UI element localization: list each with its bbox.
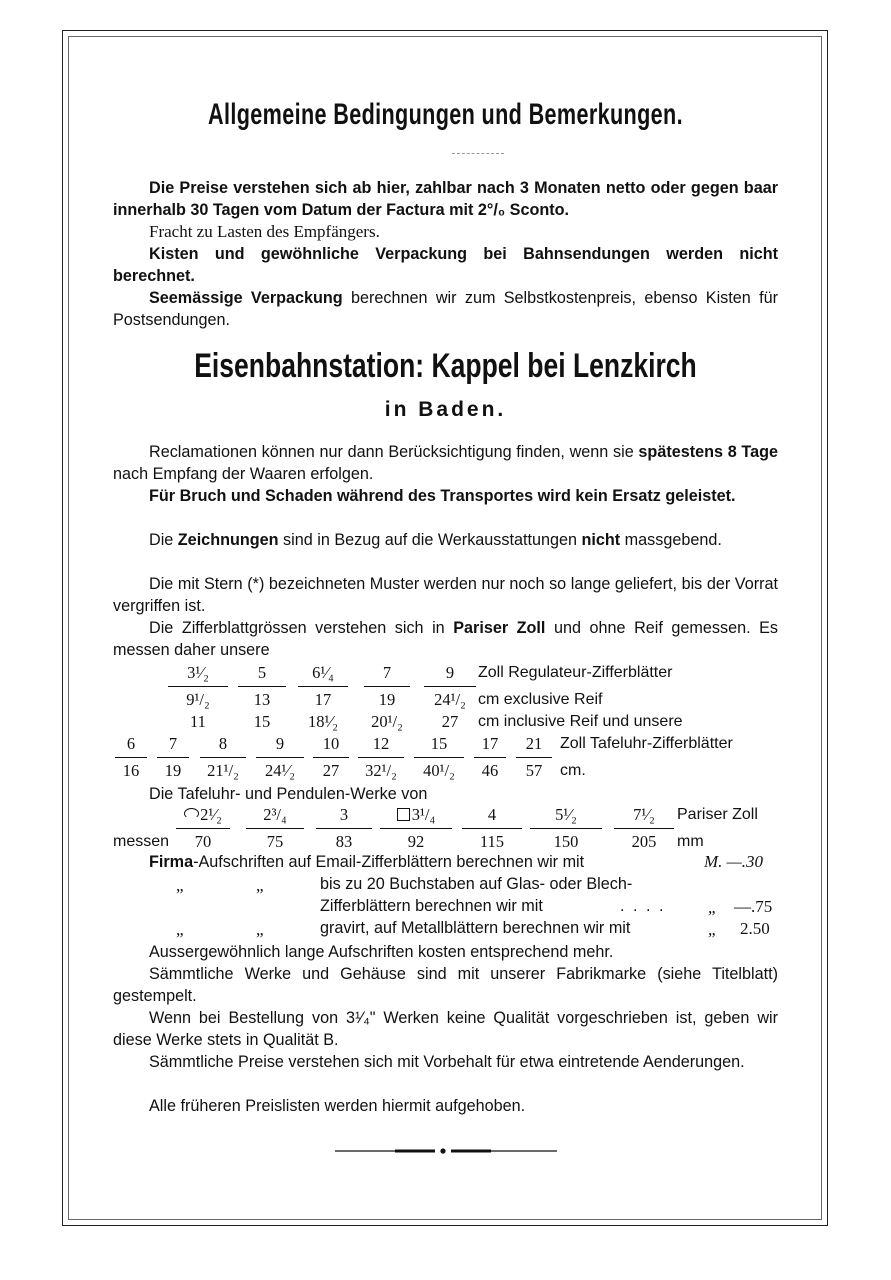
tafeluhr-zoll-cell: 15 bbox=[430, 734, 448, 753]
round-movement-icon bbox=[184, 808, 199, 819]
end-ornament bbox=[335, 1148, 557, 1154]
werke-zoll-cell: 3¹/₄ bbox=[380, 805, 452, 825]
regulateur-incl-cell: 11 bbox=[190, 712, 206, 731]
werke-zoll-cell: 2³/₄ bbox=[263, 805, 287, 824]
tafeluhr-cm-cell: 57 bbox=[525, 761, 543, 780]
tafeluhr-zoll-cell: 17 bbox=[481, 734, 499, 753]
werke-mm-cell: 83 bbox=[335, 832, 353, 851]
regulateur-zoll-cell: 3¹⁄₂ bbox=[187, 663, 209, 682]
regulateur-incl-label: cm inclusive Reif und unsere bbox=[478, 713, 683, 730]
regulateur-incl-cell: 20¹/₂ bbox=[371, 712, 403, 731]
table-rule bbox=[364, 686, 410, 687]
note-star-models: Die mit Stern (*) bezeichneten Muster werden nur noch so lange geliefert, bis der Vorrat vergriffen ist. bbox=[113, 575, 778, 615]
regulateur-zoll-cell: 6¹⁄₄ bbox=[312, 663, 334, 682]
tafeluhr-cm-cell: 16 bbox=[122, 761, 140, 780]
firma-line-2: bis zu 20 Buchstaben auf Glas- oder Blech- bbox=[320, 875, 633, 893]
note-dial-sizes: Die Zifferblattgrössen verstehen sich in Pariser Zoll und ohne Reif gemessen. Es messen daher unsere bbox=[113, 619, 778, 659]
final-note-trademark: Sämmtliche Werke und Gehäuse sind mit unserer Fabrikmarke (siehe Titelblatt) gestempelt. bbox=[113, 965, 778, 1005]
table-rule bbox=[358, 757, 404, 758]
condition-packaging: Kisten und gewöhnliche Verpackung bei Bahnsendungen werden nicht berechnet. bbox=[113, 245, 778, 285]
tafeluhr-zoll-cell: 8 bbox=[218, 734, 228, 753]
table-rule bbox=[474, 757, 506, 758]
firma-line-4: gravirt, auf Metallblättern berechnen wir mit bbox=[320, 919, 631, 937]
werke-zoll-label: Pariser Zoll bbox=[677, 806, 758, 823]
station-subtitle: in Baden. bbox=[384, 398, 507, 421]
firma-price-glas: —.75 bbox=[734, 897, 773, 916]
regulateur-incl-cell: 15 bbox=[253, 712, 271, 731]
tafeluhr-cm-cell: 27 bbox=[322, 761, 340, 780]
table-rule bbox=[246, 828, 304, 829]
note-reclamations: Reclamationen können nur dann Berücksichtigung finden, wenn sie spätestens 8 Tage nach Empfang der Waaren erfolgen. bbox=[113, 443, 778, 483]
tafeluhr-cm-cell: 32¹/₂ bbox=[365, 761, 397, 780]
werke-zoll-cell: 4 bbox=[487, 805, 497, 824]
regulateur-excl-cell: 9¹/₂ bbox=[186, 690, 210, 709]
werke-zoll-cell: 3 bbox=[339, 805, 349, 824]
tafeluhr-zoll-cell: 10 bbox=[322, 734, 340, 753]
tafeluhr-zoll-cell: 7 bbox=[168, 734, 178, 753]
condition-freight: Fracht zu Lasten des Empfängers. bbox=[149, 222, 380, 241]
table-rule bbox=[614, 828, 674, 829]
tafeluhr-cm-cell: 19 bbox=[164, 761, 182, 780]
ditto-mark: „ bbox=[256, 920, 264, 939]
firma-line-3: Zifferblättern berechnen wir mit bbox=[320, 897, 543, 915]
regulateur-zoll-cell: 5 bbox=[257, 663, 267, 682]
ditto-mark: „ bbox=[708, 920, 716, 939]
final-note-long-inscriptions: Aussergewöhnlich lange Aufschriften kosten entsprechend mehr. bbox=[149, 943, 614, 961]
condition-payment: Die Preise verstehen sich ab hier, zahlbar nach 3 Monaten netto oder gegen baar innerhalb 30 Tagen vom Datum der Factura mit 2°/₀ Sconto. bbox=[113, 179, 778, 219]
regulateur-incl-cell: 27 bbox=[441, 712, 459, 731]
firma-dots: . . . . bbox=[620, 897, 666, 915]
table-rule bbox=[424, 686, 476, 687]
werke-mm-cell: 150 bbox=[553, 832, 579, 851]
tafeluhr-zoll-label: Zoll Tafeluhr-Zifferblätter bbox=[560, 735, 733, 752]
ditto-mark: „ bbox=[176, 876, 184, 895]
final-note-quality: Wenn bei Bestellung von 3¹⁄₄" Werken keine Qualität vorgeschrieben ist, geben wir diese Werke stets in Qualität B. bbox=[113, 1009, 778, 1049]
final-note-prices: Sämmtliche Preise verstehen sich mit Vorbehalt für etwa eintretende Aenderungen. bbox=[149, 1053, 745, 1071]
regulateur-excl-label: cm exclusive Reif bbox=[478, 691, 603, 708]
werke-mm-cell: 92 bbox=[407, 832, 425, 851]
regulateur-excl-cell: 17 bbox=[314, 690, 332, 709]
firma-price-email: M. —.30 bbox=[704, 852, 764, 871]
tafeluhr-zoll-cell: 12 bbox=[372, 734, 390, 753]
firma-price-metall: 2.50 bbox=[740, 919, 770, 938]
table-rule bbox=[238, 686, 286, 687]
firma-line-1: Firma-Aufschriften auf Email-Zifferblättern berechnen wir mit bbox=[149, 853, 585, 871]
page-title: Allgemeine Bedingungen und Bemerkungen. bbox=[208, 98, 683, 131]
werke-mm-cell: 75 bbox=[266, 832, 284, 851]
regulateur-zoll-cell: 9 bbox=[445, 663, 455, 682]
tafeluhr-cm-cell: 46 bbox=[481, 761, 499, 780]
werke-mm-cell: 205 bbox=[631, 832, 657, 851]
table-rule bbox=[176, 828, 230, 829]
table-rule bbox=[168, 686, 228, 687]
regulateur-excl-cell: 13 bbox=[253, 690, 271, 709]
station-title: Eisenbahnstation: Kappel bei Lenzkirch bbox=[194, 347, 697, 385]
ditto-mark: „ bbox=[256, 876, 264, 895]
square-movement-icon bbox=[397, 808, 410, 821]
werke-intro: Die Tafeluhr- und Pendulen-Werke von bbox=[149, 785, 428, 803]
werke-messen-label: messen bbox=[113, 833, 170, 850]
tafeluhr-cm-cell: 24¹⁄₂ bbox=[265, 761, 295, 780]
table-rule bbox=[157, 757, 189, 758]
tafeluhr-zoll-cell: 9 bbox=[275, 734, 285, 753]
table-rule bbox=[380, 828, 452, 829]
table-rule bbox=[516, 757, 552, 758]
table-rule bbox=[316, 828, 372, 829]
werke-zoll-cell: 7¹⁄₂ bbox=[633, 805, 655, 824]
tafeluhr-cm-cell: 40¹/₂ bbox=[423, 761, 455, 780]
table-rule bbox=[256, 757, 304, 758]
regulateur-zoll-label: Zoll Regulateur-Zifferblätter bbox=[478, 664, 673, 681]
tafeluhr-zoll-cell: 6 bbox=[126, 734, 136, 753]
table-rule bbox=[414, 757, 464, 758]
table-rule bbox=[298, 686, 348, 687]
tafeluhr-cm-label: cm. bbox=[560, 762, 586, 779]
title-divider bbox=[452, 153, 504, 154]
ditto-mark: „ bbox=[708, 898, 716, 917]
note-damage: Für Bruch und Schaden während des Transportes wird kein Ersatz geleistet. bbox=[149, 487, 736, 505]
werke-mm-cell: 115 bbox=[479, 832, 505, 851]
condition-sea-packaging: Seemässige Verpackung berechnen wir zum Selbstkostenpreis, ebenso Kisten für Postsendungen. bbox=[113, 289, 778, 329]
table-rule bbox=[313, 757, 349, 758]
table-rule bbox=[115, 757, 147, 758]
werke-zoll-cell: 5¹⁄₂ bbox=[555, 805, 577, 824]
regulateur-excl-cell: 24¹/₂ bbox=[434, 690, 466, 709]
table-rule bbox=[200, 757, 246, 758]
final-note-previous-lists: Alle früheren Preislisten werden hiermit aufgehoben. bbox=[149, 1097, 526, 1115]
werke-mm-cell: 70 bbox=[194, 832, 212, 851]
regulateur-incl-cell: 18¹⁄₂ bbox=[308, 712, 338, 731]
tafeluhr-zoll-cell: 21 bbox=[525, 734, 543, 753]
table-rule bbox=[530, 828, 602, 829]
ditto-mark: „ bbox=[176, 920, 184, 939]
regulateur-zoll-cell: 7 bbox=[382, 663, 392, 682]
werke-mm-label: mm bbox=[677, 833, 704, 850]
table-rule bbox=[462, 828, 522, 829]
werke-zoll-cell: 2¹⁄₂ bbox=[176, 805, 230, 825]
regulateur-excl-cell: 19 bbox=[378, 690, 396, 709]
tafeluhr-cm-cell: 21¹/₂ bbox=[207, 761, 239, 780]
note-drawings: Die Zeichnungen sind in Bezug auf die Werkausstattungen nicht massgebend. bbox=[149, 531, 722, 549]
